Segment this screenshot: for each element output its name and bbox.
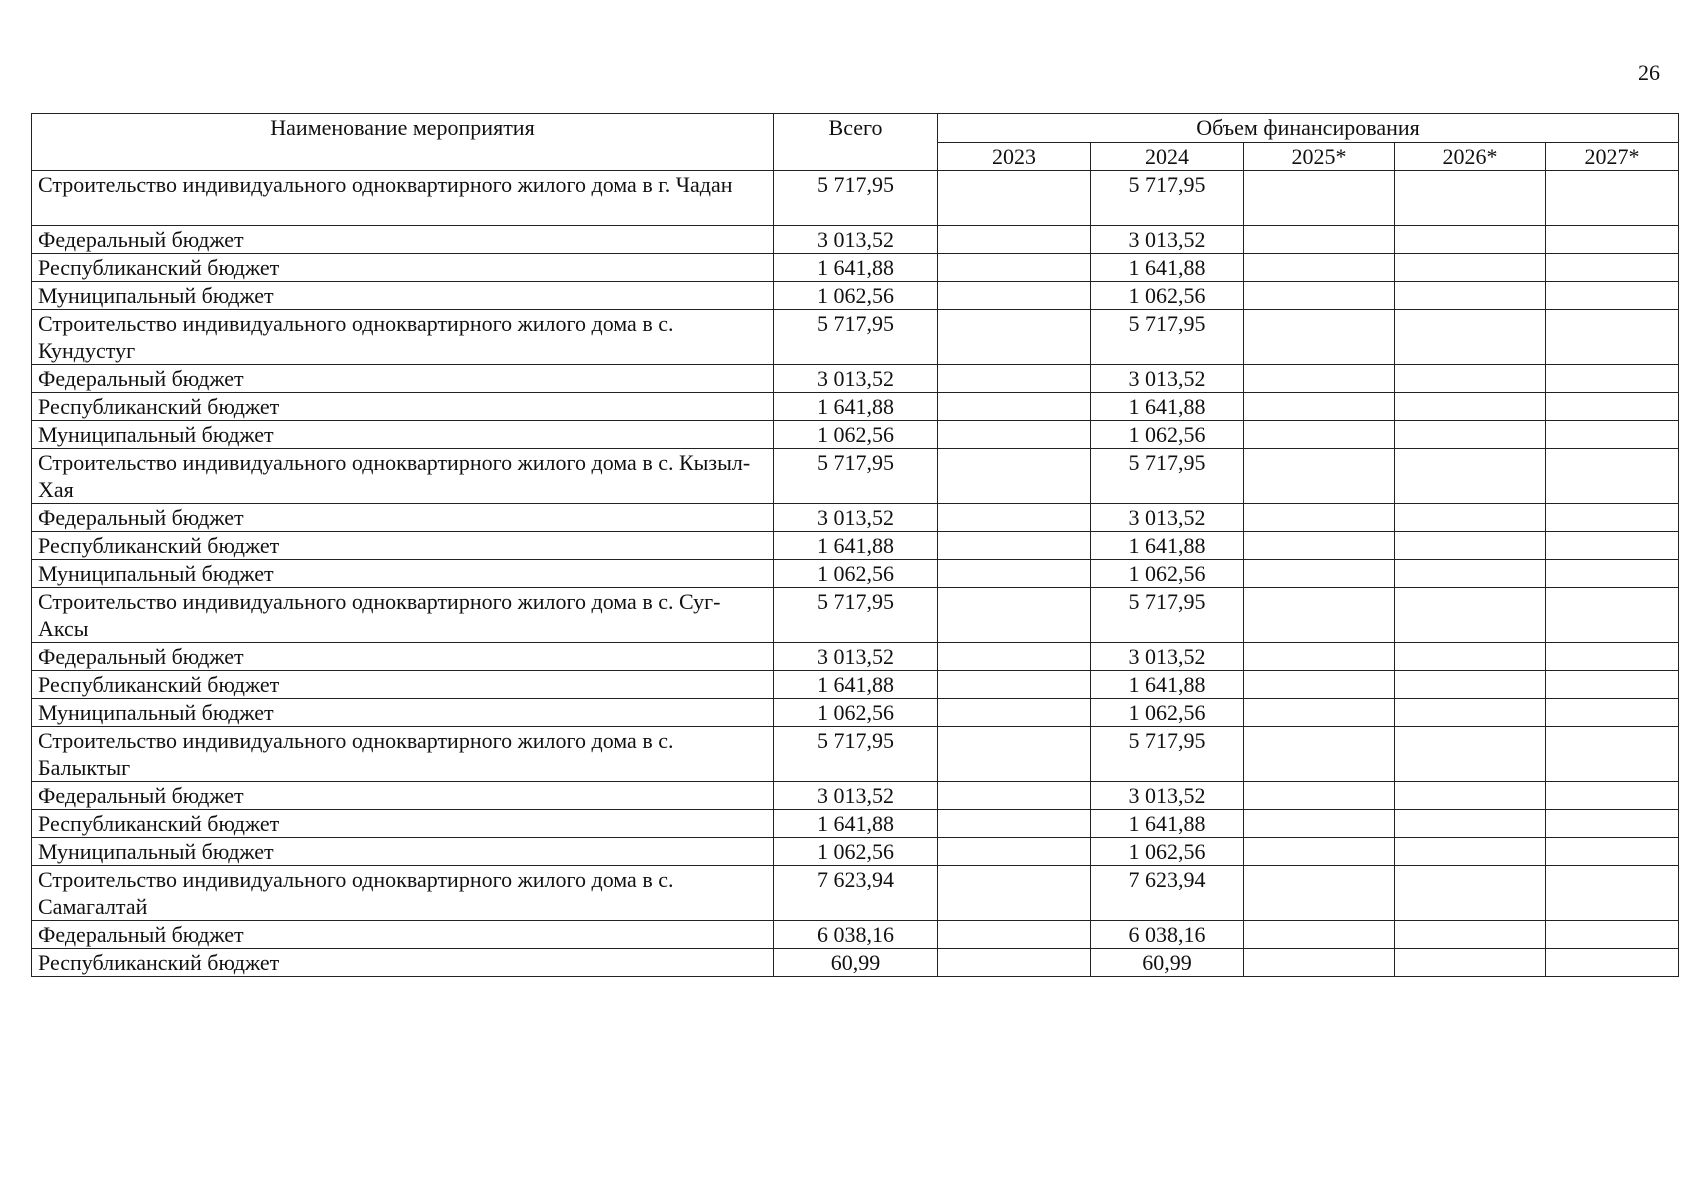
cell-y2025	[1244, 449, 1395, 504]
cell-name: Муниципальный бюджет	[32, 838, 774, 866]
cell-y2027	[1546, 921, 1679, 949]
cell-y2025	[1244, 254, 1395, 282]
cell-y2025	[1244, 226, 1395, 254]
table-row	[32, 588, 1679, 643]
cell-y2026	[1395, 699, 1546, 727]
cell-name: Муниципальный бюджет	[32, 421, 774, 449]
cell-y2025	[1244, 504, 1395, 532]
cell-y2026	[1395, 504, 1546, 532]
table-row	[32, 949, 1679, 977]
cell-total: 5 717,95	[774, 171, 938, 226]
header-year-2026: 2026*	[1395, 143, 1546, 171]
cell-name: Республиканский бюджет	[32, 671, 774, 699]
cell-y2026	[1395, 393, 1546, 421]
table-row	[32, 782, 1679, 810]
cell-y2027	[1546, 310, 1679, 365]
cell-name: Строительство индивидуального одноквартирного жилого дома в г. Чадан	[32, 171, 774, 226]
cell-y2025	[1244, 671, 1395, 699]
cell-y2025	[1244, 532, 1395, 560]
header-year-2024: 2024	[1091, 143, 1244, 171]
cell-y2025	[1244, 866, 1395, 921]
cell-total: 5 717,95	[774, 449, 938, 504]
cell-y2024: 5 717,95	[1091, 727, 1244, 782]
cell-name: Федеральный бюджет	[32, 365, 774, 393]
table-row	[32, 699, 1679, 727]
cell-y2025	[1244, 421, 1395, 449]
table-row	[32, 671, 1679, 699]
table-row	[32, 838, 1679, 866]
cell-y2024: 60,99	[1091, 949, 1244, 977]
cell-y2026	[1395, 643, 1546, 671]
cell-y2027	[1546, 560, 1679, 588]
cell-name: Муниципальный бюджет	[32, 282, 774, 310]
table-row	[32, 393, 1679, 421]
cell-y2025	[1244, 949, 1395, 977]
cell-name: Строительство индивидуального одноквартирного жилого дома в с. Суг-Аксы	[32, 588, 774, 643]
cell-y2025	[1244, 921, 1395, 949]
cell-y2027	[1546, 588, 1679, 643]
cell-y2024: 1 062,56	[1091, 699, 1244, 727]
cell-y2023	[938, 866, 1091, 921]
cell-y2027	[1546, 643, 1679, 671]
cell-y2026	[1395, 365, 1546, 393]
cell-y2027	[1546, 226, 1679, 254]
cell-y2023	[938, 365, 1091, 393]
cell-y2024: 1 062,56	[1091, 421, 1244, 449]
cell-name: Строительство индивидуального одноквартирного жилого дома в с. Самагалтай	[32, 866, 774, 921]
cell-y2026	[1395, 727, 1546, 782]
cell-y2024: 1 641,88	[1091, 810, 1244, 838]
cell-name: Республиканский бюджет	[32, 532, 774, 560]
cell-y2026	[1395, 282, 1546, 310]
cell-y2023	[938, 449, 1091, 504]
cell-total: 3 013,52	[774, 365, 938, 393]
cell-y2024: 6 038,16	[1091, 921, 1244, 949]
cell-total: 1 641,88	[774, 254, 938, 282]
cell-total: 5 717,95	[774, 727, 938, 782]
cell-y2023	[938, 560, 1091, 588]
cell-total: 1 062,56	[774, 699, 938, 727]
cell-y2026	[1395, 449, 1546, 504]
cell-total: 5 717,95	[774, 588, 938, 643]
table-row	[32, 421, 1679, 449]
cell-y2024: 3 013,52	[1091, 643, 1244, 671]
cell-y2023	[938, 699, 1091, 727]
cell-name: Федеральный бюджет	[32, 226, 774, 254]
cell-y2023	[938, 171, 1091, 226]
cell-name: Федеральный бюджет	[32, 643, 774, 671]
cell-y2024: 1 641,88	[1091, 254, 1244, 282]
table-row	[32, 921, 1679, 949]
table-row	[32, 532, 1679, 560]
cell-y2025	[1244, 310, 1395, 365]
cell-y2027	[1546, 866, 1679, 921]
cell-y2023	[938, 643, 1091, 671]
cell-total: 1 062,56	[774, 838, 938, 866]
cell-y2027	[1546, 838, 1679, 866]
cell-y2027	[1546, 171, 1679, 226]
cell-y2024: 3 013,52	[1091, 365, 1244, 393]
cell-y2024: 5 717,95	[1091, 310, 1244, 365]
cell-name: Строительство индивидуального одноквартирного жилого дома в с. Кызыл-Хая	[32, 449, 774, 504]
cell-y2025	[1244, 282, 1395, 310]
cell-y2024: 1 641,88	[1091, 532, 1244, 560]
cell-y2024: 3 013,52	[1091, 226, 1244, 254]
cell-y2024: 5 717,95	[1091, 449, 1244, 504]
header-year-2027: 2027*	[1546, 143, 1679, 171]
header-total: Всего	[774, 114, 938, 171]
cell-total: 6 038,16	[774, 921, 938, 949]
cell-y2025	[1244, 727, 1395, 782]
cell-y2023	[938, 310, 1091, 365]
cell-y2023	[938, 226, 1091, 254]
cell-y2024: 1 641,88	[1091, 671, 1244, 699]
table-row	[32, 365, 1679, 393]
cell-y2026	[1395, 838, 1546, 866]
cell-y2027	[1546, 532, 1679, 560]
cell-y2023	[938, 393, 1091, 421]
cell-y2027	[1546, 810, 1679, 838]
cell-y2023	[938, 949, 1091, 977]
header-year-2025: 2025*	[1244, 143, 1395, 171]
cell-y2024: 1 062,56	[1091, 560, 1244, 588]
cell-y2027	[1546, 949, 1679, 977]
page-number: 26	[1638, 60, 1660, 85]
cell-y2023	[938, 810, 1091, 838]
cell-total: 1 062,56	[774, 421, 938, 449]
cell-y2023	[938, 504, 1091, 532]
table-row	[32, 449, 1679, 504]
table-row	[32, 727, 1679, 782]
cell-y2026	[1395, 171, 1546, 226]
cell-y2026	[1395, 921, 1546, 949]
table-row	[32, 810, 1679, 838]
cell-total: 1 641,88	[774, 810, 938, 838]
cell-y2023	[938, 838, 1091, 866]
cell-y2024: 5 717,95	[1091, 588, 1244, 643]
table-body	[32, 171, 1679, 977]
cell-name: Федеральный бюджет	[32, 921, 774, 949]
cell-y2027	[1546, 254, 1679, 282]
cell-name: Федеральный бюджет	[32, 504, 774, 532]
cell-y2027	[1546, 421, 1679, 449]
cell-y2027	[1546, 699, 1679, 727]
table-row	[32, 171, 1679, 226]
cell-name: Строительство индивидуального одноквартирного жилого дома в с. Кундустуг	[32, 310, 774, 365]
cell-y2025	[1244, 782, 1395, 810]
cell-y2026	[1395, 560, 1546, 588]
cell-y2023	[938, 588, 1091, 643]
cell-name: Республиканский бюджет	[32, 254, 774, 282]
cell-y2027	[1546, 449, 1679, 504]
cell-total: 60,99	[774, 949, 938, 977]
cell-y2024: 7 623,94	[1091, 866, 1244, 921]
funding-table	[31, 113, 1679, 977]
cell-total: 1 641,88	[774, 393, 938, 421]
cell-y2023	[938, 282, 1091, 310]
cell-y2026	[1395, 782, 1546, 810]
cell-total: 3 013,52	[774, 504, 938, 532]
cell-y2026	[1395, 254, 1546, 282]
cell-y2024: 3 013,52	[1091, 504, 1244, 532]
cell-total: 3 013,52	[774, 782, 938, 810]
cell-total: 3 013,52	[774, 226, 938, 254]
table-row	[32, 254, 1679, 282]
cell-y2027	[1546, 671, 1679, 699]
cell-y2025	[1244, 560, 1395, 588]
cell-name: Республиканский бюджет	[32, 393, 774, 421]
table-row	[32, 643, 1679, 671]
table-row	[32, 226, 1679, 254]
cell-y2026	[1395, 532, 1546, 560]
table-row	[32, 310, 1679, 365]
cell-name: Республиканский бюджет	[32, 949, 774, 977]
cell-y2023	[938, 421, 1091, 449]
cell-name: Республиканский бюджет	[32, 810, 774, 838]
cell-y2025	[1244, 588, 1395, 643]
header-year-2023: 2023	[938, 143, 1091, 171]
cell-total: 1 062,56	[774, 282, 938, 310]
cell-y2025	[1244, 699, 1395, 727]
table-row	[32, 282, 1679, 310]
cell-y2024: 3 013,52	[1091, 782, 1244, 810]
cell-y2023	[938, 921, 1091, 949]
cell-y2026	[1395, 310, 1546, 365]
cell-y2025	[1244, 393, 1395, 421]
cell-y2027	[1546, 727, 1679, 782]
cell-y2027	[1546, 393, 1679, 421]
cell-y2027	[1546, 282, 1679, 310]
cell-total: 1 641,88	[774, 671, 938, 699]
cell-y2024: 1 062,56	[1091, 838, 1244, 866]
cell-y2027	[1546, 782, 1679, 810]
cell-y2023	[938, 782, 1091, 810]
cell-total: 1 641,88	[774, 532, 938, 560]
table-row	[32, 866, 1679, 921]
cell-y2025	[1244, 810, 1395, 838]
cell-y2024: 5 717,95	[1091, 171, 1244, 226]
cell-total: 3 013,52	[774, 643, 938, 671]
cell-y2023	[938, 727, 1091, 782]
cell-y2024: 1 062,56	[1091, 282, 1244, 310]
cell-y2026	[1395, 421, 1546, 449]
cell-y2027	[1546, 365, 1679, 393]
cell-total: 1 062,56	[774, 560, 938, 588]
cell-y2023	[938, 254, 1091, 282]
cell-y2026	[1395, 671, 1546, 699]
cell-name: Муниципальный бюджет	[32, 699, 774, 727]
table-row	[32, 504, 1679, 532]
cell-total: 7 623,94	[774, 866, 938, 921]
cell-y2024: 1 641,88	[1091, 393, 1244, 421]
cell-y2025	[1244, 838, 1395, 866]
cell-y2023	[938, 532, 1091, 560]
cell-name: Федеральный бюджет	[32, 782, 774, 810]
cell-y2025	[1244, 643, 1395, 671]
cell-y2026	[1395, 949, 1546, 977]
cell-total: 5 717,95	[774, 310, 938, 365]
table-row	[32, 560, 1679, 588]
header-name: Наименование мероприятия	[32, 114, 774, 171]
cell-y2026	[1395, 810, 1546, 838]
cell-y2025	[1244, 365, 1395, 393]
cell-y2026	[1395, 588, 1546, 643]
cell-y2023	[938, 671, 1091, 699]
cell-y2027	[1546, 504, 1679, 532]
cell-y2026	[1395, 226, 1546, 254]
cell-y2026	[1395, 866, 1546, 921]
cell-name: Строительство индивидуального одноквартирного жилого дома в с. Балыктыг	[32, 727, 774, 782]
header-funding: Объем финансирования	[938, 114, 1679, 143]
cell-y2025	[1244, 171, 1395, 226]
cell-name: Муниципальный бюджет	[32, 560, 774, 588]
